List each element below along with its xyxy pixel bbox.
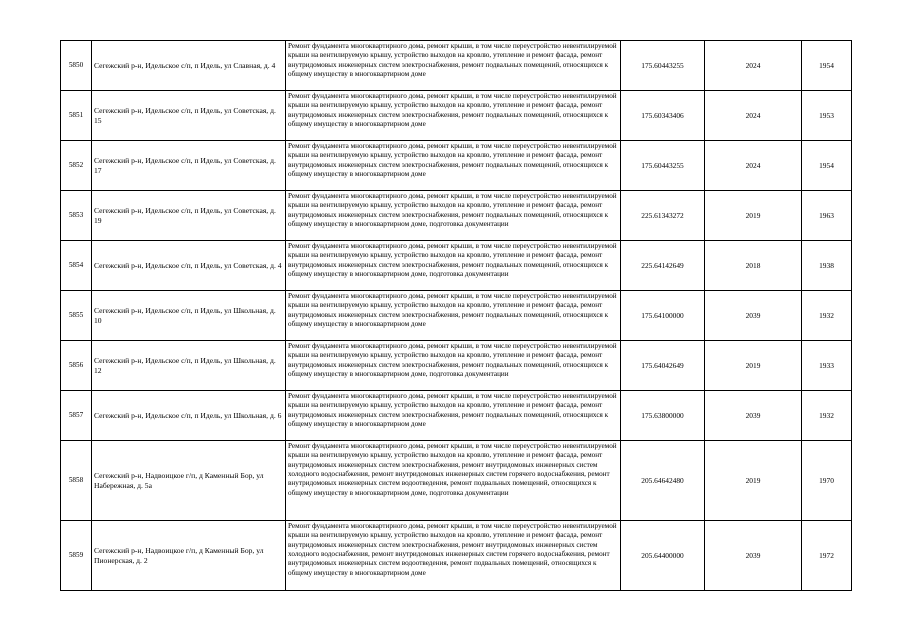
table-row xyxy=(61,191,852,241)
row-number: 5850 xyxy=(61,41,92,91)
cost-cell: 225.64142649 xyxy=(621,241,705,291)
table-row xyxy=(61,341,852,391)
table-row xyxy=(61,391,852,441)
row-number: 5854 xyxy=(61,241,92,291)
built-year-cell: 1963 xyxy=(802,191,852,241)
planned-year-cell: 2024 xyxy=(705,141,802,191)
planned-year-cell: 2019 xyxy=(705,341,802,391)
row-number: 5857 xyxy=(61,391,92,441)
table-row xyxy=(61,41,852,91)
built-year-cell: 1938 xyxy=(802,241,852,291)
row-number: 5859 xyxy=(61,521,92,591)
cost-cell: 175.60343406 xyxy=(621,91,705,141)
built-year-cell: 1972 xyxy=(802,521,852,591)
works-cell: Ремонт фундамента многоквартирного дома, ремонт крыши, в том числе переустройство невентилируемой крыши на вентилируемую крышу, устройство выходов на кровлю, утепление и ремонт фасада, ремонт внутридомовых инженерных систем электроснабжения, ремонт подвальных помещений, относящихся к общему имуществу в многоквартирном доме xyxy=(286,391,621,441)
address-cell: Сегежский р-н, Идельское с/п, п Идель, ул Школьная, д. 12 xyxy=(92,341,286,391)
address-cell: Сегежский р-н, Идельское с/п, п Идель, ул Школьная, д. 10 xyxy=(92,291,286,341)
cost-cell: 205.64642480 xyxy=(621,441,705,521)
planned-year-cell: 2039 xyxy=(705,391,802,441)
works-cell: Ремонт фундамента многоквартирного дома, ремонт крыши, в том числе переустройство невентилируемой крыши на вентилируемую крышу, устройство выходов на кровлю, утепление и ремонт фасада, ремонт внутридомовых инженерных систем электроснабжения, ремонт подвальных помещений, относящихся к общему имуществу в многоквартирном доме xyxy=(286,291,621,341)
works-cell: Ремонт фундамента многоквартирного дома, ремонт крыши, в том числе переустройство невентилируемой крыши на вентилируемую крышу, устройство выходов на кровлю, утепление и ремонт фасада, ремонт внутридомовых инженерных систем электроснабжения, ремонт подвальных помещений, относящихся к общему имуществу в многоквартирном доме, подготовка документации xyxy=(286,341,621,391)
capital-repair-table xyxy=(60,40,852,591)
built-year-cell: 1953 xyxy=(802,91,852,141)
address-cell: Сегежский р-н, Идельское с/п, п Идель, ул Советская, д. 4 xyxy=(92,241,286,291)
address-cell: Сегежский р-н, Идельское с/п, п Идель, ул Советская, д. 15 xyxy=(92,91,286,141)
table-row xyxy=(61,291,852,341)
address-cell: Сегежский р-н, Идельское с/п, п Идель, ул Советская, д. 17 xyxy=(92,141,286,191)
built-year-cell: 1954 xyxy=(802,141,852,191)
address-cell: Сегежский р-н, Идельское с/п, п Идель, ул Школьная, д. 6 xyxy=(92,391,286,441)
table-row xyxy=(61,441,852,521)
table-row xyxy=(61,91,852,141)
built-year-cell: 1970 xyxy=(802,441,852,521)
works-cell: Ремонт фундамента многоквартирного дома, ремонт крыши, в том числе переустройство невентилируемой крыши на вентилируемую крышу, устройство выходов на кровлю, утепление и ремонт фасада, ремонт внутридомовых инженерных систем электроснабжения, ремонт подвальных помещений, относящихся к общему имуществу в многоквартирном доме xyxy=(286,41,621,91)
built-year-cell: 1932 xyxy=(802,291,852,341)
cost-cell: 175.60443255 xyxy=(621,141,705,191)
address-cell: Сегежский р-н, Надвоицкое г/п, д Каменный Бор, ул Пионерская, д. 2 xyxy=(92,521,286,591)
cost-cell: 175.64042649 xyxy=(621,341,705,391)
planned-year-cell: 2024 xyxy=(705,41,802,91)
planned-year-cell: 2019 xyxy=(705,441,802,521)
works-cell: Ремонт фундамента многоквартирного дома, ремонт крыши, в том числе переустройство невентилируемой крыши на вентилируемую крышу, устройство выходов на кровлю, утепление и ремонт фасада, ремонт внутридомовых инженерных систем электроснабжения, ремонт подвальных помещений, относящихся к общему имуществу в многоквартирном доме, подготовка документации xyxy=(286,191,621,241)
row-number: 5858 xyxy=(61,441,92,521)
table-row xyxy=(61,241,852,291)
table-row xyxy=(61,521,852,591)
planned-year-cell: 2019 xyxy=(705,191,802,241)
built-year-cell: 1954 xyxy=(802,41,852,91)
row-number: 5851 xyxy=(61,91,92,141)
cost-cell: 175.63800000 xyxy=(621,391,705,441)
row-number: 5856 xyxy=(61,341,92,391)
cost-cell: 175.60443255 xyxy=(621,41,705,91)
cost-cell: 205.64400000 xyxy=(621,521,705,591)
built-year-cell: 1932 xyxy=(802,391,852,441)
table-row xyxy=(61,141,852,191)
works-cell: Ремонт фундамента многоквартирного дома, ремонт крыши, в том числе переустройство невентилируемой крыши на вентилируемую крышу, устройство выходов на кровлю, утепление и ремонт фасада, ремонт внутридомовых инженерных систем электроснабжения, ремонт подвальных помещений, относящихся к общему имуществу в многоквартирном доме, подготовка документации xyxy=(286,241,621,291)
built-year-cell: 1933 xyxy=(802,341,852,391)
works-cell: Ремонт фундамента многоквартирного дома, ремонт крыши, в том числе переустройство невентилируемой крыши на вентилируемую крышу, устройство выходов на кровлю, утепление и ремонт фасада, ремонт внутридомовых инженерных систем электроснабжения, ремонт подвальных помещений, относящихся к общему имуществу в многоквартирном доме xyxy=(286,141,621,191)
works-cell: Ремонт фундамента многоквартирного дома, ремонт крыши, в том числе переустройство невентилируемой крыши на вентилируемую крышу, устройство выходов на кровлю, утепление и ремонт фасада, ремонт внутридомовых инженерных систем электроснабжения, ремонт внутридомовых инженерных систем холодного водоснабжения, ремонт внутридомовых инженерных систем горячего водоснабжения, ремонт внутридомовых инженерных систем водоотведения, ремонт подвальных помещений, относящихся к общему имуществу в многоквартирном доме xyxy=(286,521,621,591)
planned-year-cell: 2039 xyxy=(705,291,802,341)
works-cell: Ремонт фундамента многоквартирного дома, ремонт крыши, в том числе переустройство невентилируемой крыши на вентилируемую крышу, устройство выходов на кровлю, утепление и ремонт фасада, ремонт внутридомовых инженерных систем электроснабжения, ремонт подвальных помещений, относящихся к общему имуществу в многоквартирном доме xyxy=(286,91,621,141)
planned-year-cell: 2018 xyxy=(705,241,802,291)
row-number: 5852 xyxy=(61,141,92,191)
address-cell: Сегежский р-н, Идельское с/п, п Идель, ул Советская, д. 19 xyxy=(92,191,286,241)
planned-year-cell: 2039 xyxy=(705,521,802,591)
planned-year-cell: 2024 xyxy=(705,91,802,141)
cost-cell: 175.64100000 xyxy=(621,291,705,341)
works-cell: Ремонт фундамента многоквартирного дома, ремонт крыши, в том числе переустройство невентилируемой крыши на вентилируемую крышу, устройство выходов на кровлю, утепление и ремонт фасада, ремонт внутридомовых инженерных систем электроснабжения, ремонт внутридомовых инженерных систем холодного водоснабжения, ремонт внутридомовых инженерных систем горячего водоснабжения, ремонт внутридомовых инженерных систем водоотведения, ремонт подвальных помещений, относящихся к общему имуществу в многоквартирном доме, подготовка документации xyxy=(286,441,621,521)
address-cell: Сегежский р-н, Надвоицкое г/п, д Каменный Бор, ул Набережная, д. 5а xyxy=(92,441,286,521)
address-cell: Сегежский р-н, Идельское с/п, п Идель, ул Славная, д. 4 xyxy=(92,41,286,91)
cost-cell: 225.61343272 xyxy=(621,191,705,241)
row-number: 5855 xyxy=(61,291,92,341)
row-number: 5853 xyxy=(61,191,92,241)
